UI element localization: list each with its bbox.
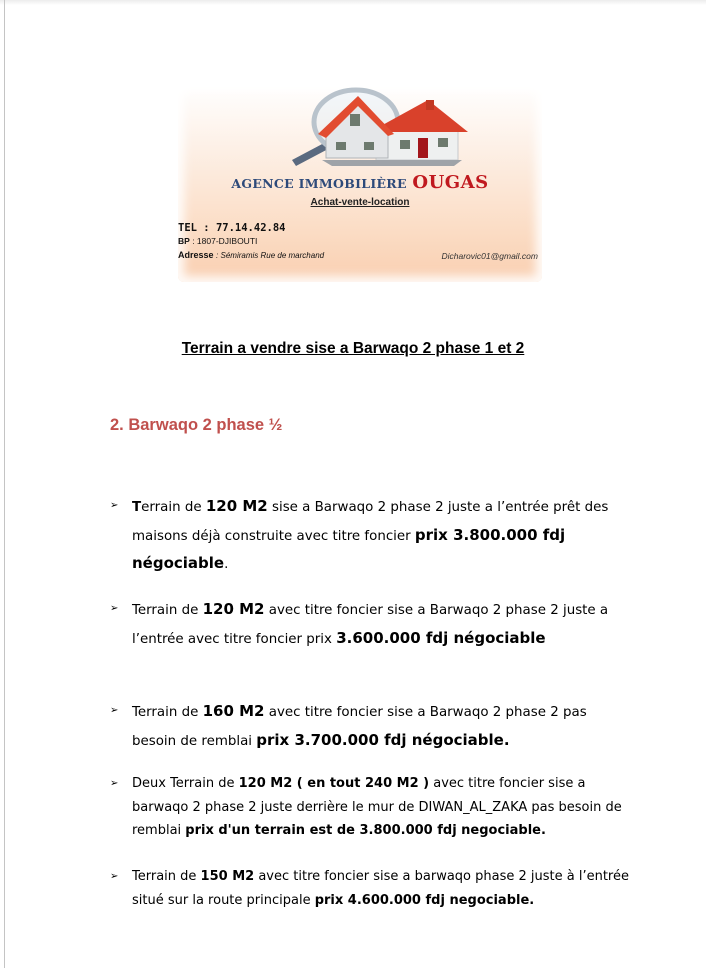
arrow-bullet-icon: ➢ [110, 778, 119, 789]
listing-price: prix 4.600.000 fdj negociable. [314, 893, 535, 908]
listing-price: 3.600.000 fdj négociable [336, 628, 546, 647]
arrow-bullet-icon: ➢ [110, 705, 119, 716]
listing-text: avec titre foncier sise a Barwaqo 2 phase 2 pas besoin de remblai [132, 705, 587, 749]
listing-area: 120 M2 ( en tout 240 M2 ) [238, 776, 430, 791]
listing-text: sise a Barwaqo 2 phase 2 juste a l’entrée prêt des maisons déjà construite avec titre foncier [132, 500, 609, 544]
agency-logo-card [178, 84, 542, 282]
listing-area: 120 M2 [202, 600, 265, 618]
listing-text: Deux Terrain de [132, 776, 239, 791]
section-heading: 2. Barwaqo 2 phase ½ [110, 416, 283, 434]
listing-item [110, 493, 630, 579]
listing-text: Terrain de [132, 603, 203, 618]
agency-brand: OUGAS [412, 172, 489, 193]
phone-value: 77.14.42.84 [215, 222, 286, 234]
listing-text: errain de [141, 500, 206, 515]
agency-po-box [178, 236, 257, 246]
po-box-label: BP [178, 236, 190, 246]
arrow-bullet-icon: ➢ [110, 871, 119, 882]
arrow-bullet-icon: ➢ [110, 500, 119, 511]
arrow-bullet-icon: ➢ [110, 603, 119, 614]
house-with-magnifying-glass-icon [278, 86, 478, 176]
listing-text: avec titre foncier sise a Barwaqo 2 phase 2 juste a l’entrée avec titre foncier prix [132, 603, 609, 647]
address-value: : Sémiramis Rue de marchand [216, 251, 325, 260]
listing-price: prix d'un terrain est de 3.800.000 fdj negociable. [185, 823, 546, 838]
listing-text: Terrain de [132, 869, 201, 884]
listing-text: Terrain de [132, 705, 203, 720]
listing-price: prix 3.700.000 fdj négociable. [256, 730, 510, 749]
listing-item [110, 698, 630, 755]
listing-text: avec titre foncier sise a barwaqo phase 2 juste à l’entrée situé sur la route principale [132, 869, 629, 908]
listing-item [110, 772, 630, 843]
address-label: Adresse [178, 250, 214, 260]
agency-address [178, 250, 324, 260]
agency-email: Dicharovic01@gmail.com [441, 251, 538, 261]
listing-text: avec titre foncier sise a barwaqo 2 phase 2 juste derrière le mur de DIWAN_AL_ZAKA pas besoin de remblai [132, 776, 622, 838]
listing-text: . [224, 557, 229, 572]
po-box-value: : 1807-DJIBOUTI [192, 236, 258, 246]
listing-area: 150 M2 [200, 869, 255, 884]
listing-item [110, 596, 630, 653]
agency-tagline: Achat-vente-location [310, 197, 410, 208]
listing-item [110, 865, 630, 913]
listing-initial: T [132, 500, 142, 515]
agency-name-text: AGENCE IMMOBILIÈRE [231, 176, 407, 191]
listing-price: prix 3.800.000 fdj négociable [132, 525, 566, 572]
listing-area: 160 M2 [202, 702, 265, 720]
phone-label: TEL : [178, 222, 210, 234]
page-top-shadow [0, 0, 706, 5]
page-left-border [4, 0, 5, 968]
agency-name [178, 172, 542, 193]
document-title: Terrain a vendre sise a Barwaqo 2 phase 1 et 2 [181, 340, 525, 357]
agency-phone [178, 222, 285, 234]
listing-area: 120 M2 [205, 497, 268, 515]
